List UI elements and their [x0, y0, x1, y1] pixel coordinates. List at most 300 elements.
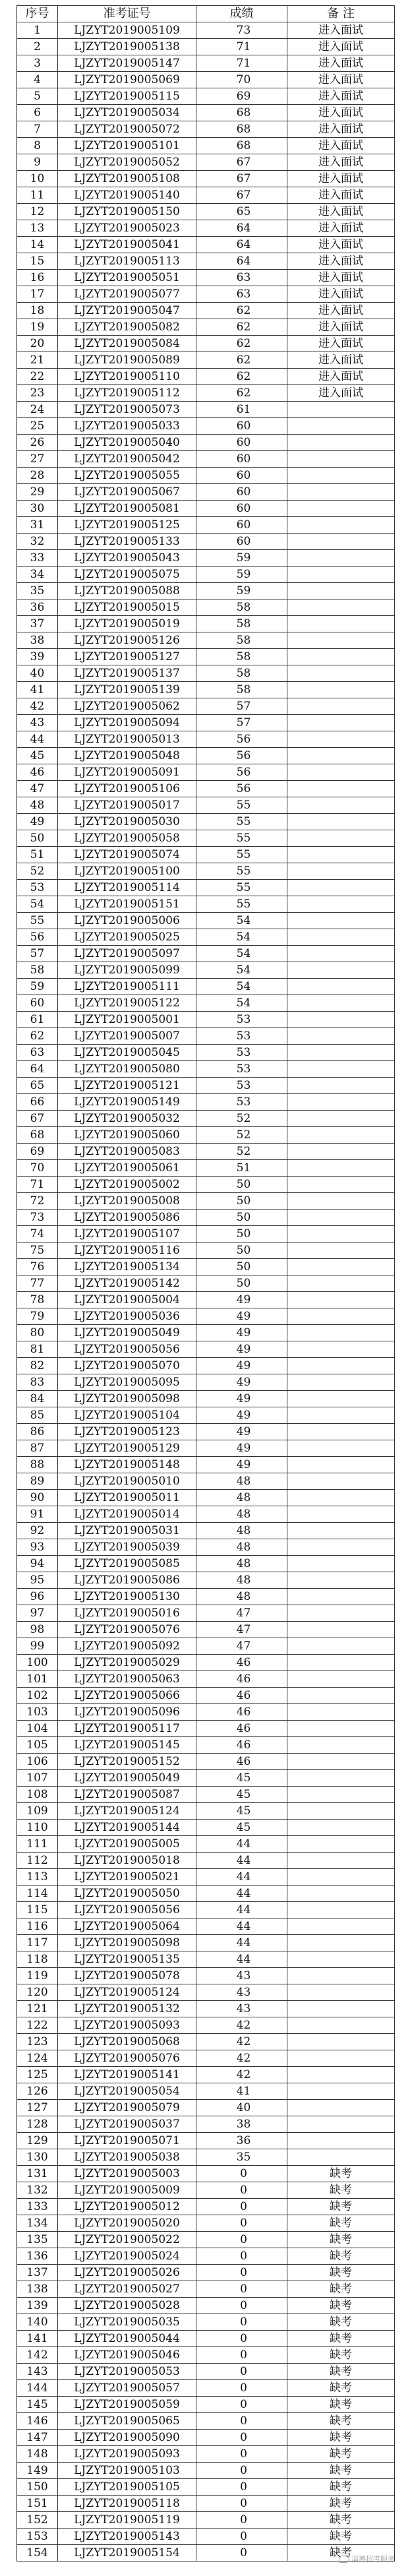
remark-cell [287, 929, 395, 946]
exam-id-cell: LJZYT2019005086 [58, 1210, 196, 1226]
exam-id-cell: LJZYT2019005043 [58, 550, 196, 567]
remark-cell [287, 418, 395, 435]
score-cell: 42 [196, 2050, 287, 2067]
exam-id-cell: LJZYT2019005004 [58, 1292, 196, 1308]
exam-id-cell: LJZYT2019005006 [58, 913, 196, 929]
score-cell: 0 [196, 2182, 287, 2199]
row-index-cell: 126 [17, 2083, 58, 2100]
remark-cell [287, 847, 395, 863]
score-cell: 53 [196, 1094, 287, 1111]
exam-id-cell: LJZYT2019005063 [58, 1671, 196, 1688]
score-cell: 48 [196, 1556, 287, 1572]
row-index-cell: 122 [17, 2017, 58, 2034]
exam-id-cell: LJZYT2019005147 [58, 55, 196, 72]
exam-id-cell: LJZYT2019005054 [58, 2083, 196, 2100]
table-row [17, 1968, 395, 1984]
remark-cell [287, 484, 395, 501]
row-index-cell: 94 [17, 1556, 58, 1572]
exam-id-cell: LJZYT2019005015 [58, 599, 196, 616]
exam-id-cell: LJZYT2019005110 [58, 369, 196, 385]
exam-id-cell: LJZYT2019005124 [58, 1803, 196, 1820]
remark-cell: 缺考 [287, 2479, 395, 2496]
remark-cell: 进入面试 [287, 385, 395, 402]
exam-id-cell: LJZYT2019005144 [58, 1820, 196, 1836]
table-row [17, 599, 395, 616]
exam-id-cell: LJZYT2019005014 [58, 1506, 196, 1523]
remark-cell [287, 1160, 395, 1177]
score-cell: 60 [196, 451, 287, 468]
table-row [17, 1144, 395, 1160]
row-index-cell: 112 [17, 1853, 58, 1869]
score-cell: 56 [196, 731, 287, 748]
table-row [17, 1210, 395, 1226]
exam-id-cell: LJZYT2019005079 [58, 2100, 196, 2116]
score-cell: 68 [196, 105, 287, 121]
remark-cell [287, 1803, 395, 1820]
score-cell: 46 [196, 1688, 287, 1704]
exam-id-cell: LJZYT2019005009 [58, 2182, 196, 2199]
table-row [17, 2050, 395, 2067]
table-row [17, 39, 395, 55]
exam-id-cell: LJZYT2019005076 [58, 1622, 196, 1638]
remark-cell [287, 1655, 395, 1671]
row-index-cell: 130 [17, 2149, 58, 2166]
exam-id-cell: LJZYT2019005085 [58, 1556, 196, 1572]
table-row [17, 253, 395, 270]
table-row [17, 1638, 395, 1655]
remark-cell [287, 1968, 395, 1984]
score-cell: 49 [196, 1358, 287, 1374]
remark-cell [287, 1111, 395, 1127]
remark-cell [287, 2017, 395, 2034]
remark-cell [287, 946, 395, 962]
table-row [17, 55, 395, 72]
exam-id-cell: LJZYT2019005065 [58, 2413, 196, 2430]
score-cell: 64 [196, 253, 287, 270]
score-cell: 49 [196, 1325, 287, 1341]
table-row [17, 698, 395, 715]
table-row [17, 1622, 395, 1638]
exam-id-cell: LJZYT2019005150 [58, 204, 196, 220]
score-cell: 0 [196, 2380, 287, 2397]
exam-id-cell: LJZYT2019005053 [58, 2364, 196, 2380]
remark-cell [287, 1061, 395, 1078]
table-row [17, 1308, 395, 1325]
table-row [17, 2017, 395, 2034]
row-index-cell: 42 [17, 698, 58, 715]
row-index-cell: 24 [17, 402, 58, 418]
score-cell: 50 [196, 1242, 287, 1259]
row-index-cell: 23 [17, 385, 58, 402]
table-row [17, 1111, 395, 1127]
score-cell: 59 [196, 583, 287, 599]
table-row [17, 2529, 395, 2545]
remark-cell: 进入面试 [287, 204, 395, 220]
table-row [17, 1984, 395, 2001]
remark-cell [287, 1242, 395, 1259]
row-index-cell: 129 [17, 2133, 58, 2149]
remark-cell: 进入面试 [287, 105, 395, 121]
row-index-cell: 29 [17, 484, 58, 501]
row-index-cell: 68 [17, 1127, 58, 1144]
score-cell: 60 [196, 484, 287, 501]
remark-cell [287, 1275, 395, 1292]
remark-cell: 缺考 [287, 2529, 395, 2545]
row-index-cell: 124 [17, 2050, 58, 2067]
row-index-cell: 88 [17, 1457, 58, 1473]
remark-cell [287, 863, 395, 880]
score-cell: 52 [196, 1111, 287, 1127]
row-index-cell: 109 [17, 1803, 58, 1820]
score-cell: 49 [196, 1424, 287, 1440]
remark-cell: 进入面试 [287, 253, 395, 270]
remark-cell [287, 583, 395, 599]
remark-cell: 缺考 [287, 2463, 395, 2479]
score-cell: 52 [196, 1127, 287, 1144]
row-index-cell: 90 [17, 1490, 58, 1506]
score-cell: 53 [196, 1078, 287, 1094]
remark-cell [287, 632, 395, 649]
remark-cell [287, 1358, 395, 1374]
row-index-cell: 91 [17, 1506, 58, 1523]
score-cell: 53 [196, 1061, 287, 1078]
score-cell: 0 [196, 2265, 287, 2281]
exam-id-cell: LJZYT2019005056 [58, 1341, 196, 1358]
score-cell: 55 [196, 830, 287, 847]
row-index-cell: 73 [17, 1210, 58, 1226]
exam-id-cell: LJZYT2019005058 [58, 830, 196, 847]
row-index-cell: 100 [17, 1655, 58, 1671]
remark-cell [287, 2050, 395, 2067]
remark-cell [287, 1853, 395, 1869]
remark-cell [287, 1638, 395, 1655]
score-cell: 58 [196, 616, 287, 632]
exam-id-cell: LJZYT2019005127 [58, 649, 196, 665]
remark-cell [287, 995, 395, 1012]
exam-id-cell: LJZYT2019005041 [58, 237, 196, 253]
remark-cell [287, 1457, 395, 1473]
remark-cell [287, 435, 395, 451]
row-index-cell: 93 [17, 1539, 58, 1556]
table-row [17, 2314, 395, 2331]
score-cell: 43 [196, 2001, 287, 2017]
score-cell: 41 [196, 2083, 287, 2100]
row-index-cell: 140 [17, 2314, 58, 2331]
remark-cell: 进入面试 [287, 270, 395, 286]
row-index-cell: 8 [17, 138, 58, 154]
exam-id-cell: LJZYT2019005064 [58, 1918, 196, 1935]
row-index-cell: 89 [17, 1473, 58, 1490]
remark-cell: 缺考 [287, 2314, 395, 2331]
table-row [17, 154, 395, 171]
exam-id-cell: LJZYT2019005069 [58, 72, 196, 88]
exam-id-cell: LJZYT2019005027 [58, 2281, 196, 2298]
exam-id-cell: LJZYT2019005076 [58, 2050, 196, 2067]
score-cell: 54 [196, 929, 287, 946]
table-row [17, 72, 395, 88]
exam-id-cell: LJZYT2019005135 [58, 1951, 196, 1968]
table-row [17, 319, 395, 336]
remark-cell [287, 1556, 395, 1572]
table-row [17, 1539, 395, 1556]
remark-cell [287, 599, 395, 616]
row-index-cell: 138 [17, 2281, 58, 2298]
exam-id-cell: LJZYT2019005145 [58, 1737, 196, 1754]
table-row [17, 2479, 395, 2496]
remark-cell: 进入面试 [287, 138, 395, 154]
table-row [17, 303, 395, 319]
table-row [17, 1803, 395, 1820]
row-index-cell: 16 [17, 270, 58, 286]
remark-cell [287, 1325, 395, 1341]
remark-cell [287, 1292, 395, 1308]
remark-cell [287, 1935, 395, 1951]
row-index-cell: 47 [17, 781, 58, 797]
remark-cell: 缺考 [287, 2496, 395, 2512]
row-index-cell: 69 [17, 1144, 58, 1160]
row-index-cell: 147 [17, 2430, 58, 2446]
remark-cell [287, 682, 395, 698]
row-index-cell: 1 [17, 22, 58, 39]
remark-cell: 进入面试 [287, 72, 395, 88]
exam-id-cell: LJZYT2019005077 [58, 286, 196, 303]
remark-cell: 进入面试 [287, 336, 395, 352]
table-row [17, 468, 395, 484]
remark-cell: 缺考 [287, 2166, 395, 2182]
row-index-cell: 123 [17, 2034, 58, 2050]
score-cell: 49 [196, 1407, 287, 1424]
remark-cell [287, 1127, 395, 1144]
row-index-cell: 31 [17, 517, 58, 534]
score-cell: 50 [196, 1193, 287, 1210]
table-row [17, 1094, 395, 1111]
row-index-cell: 145 [17, 2397, 58, 2413]
row-index-cell: 153 [17, 2529, 58, 2545]
remark-cell: 缺考 [287, 2331, 395, 2347]
table-row [17, 1721, 395, 1737]
table-row [17, 187, 395, 204]
exam-id-cell: LJZYT2019005024 [58, 2248, 196, 2265]
exam-id-cell: LJZYT2019005013 [58, 731, 196, 748]
exam-id-cell: LJZYT2019005046 [58, 2347, 196, 2364]
row-index-cell: 134 [17, 2215, 58, 2232]
score-cell: 62 [196, 336, 287, 352]
exam-id-cell: LJZYT2019005032 [58, 1111, 196, 1127]
table-row [17, 979, 395, 995]
score-cell: 46 [196, 1737, 287, 1754]
row-index-cell: 110 [17, 1820, 58, 1836]
row-index-cell: 149 [17, 2463, 58, 2479]
row-index-cell: 81 [17, 1341, 58, 1358]
remark-cell [287, 402, 395, 418]
table-row [17, 1160, 395, 1177]
exam-id-cell: LJZYT2019005088 [58, 583, 196, 599]
row-index-cell: 34 [17, 567, 58, 583]
row-index-cell: 121 [17, 2001, 58, 2017]
exam-id-cell: LJZYT2019005071 [58, 2133, 196, 2149]
row-index-cell: 146 [17, 2413, 58, 2430]
row-index-cell: 117 [17, 1935, 58, 1951]
table-row [17, 962, 395, 979]
exam-id-cell: LJZYT2019005026 [58, 2265, 196, 2281]
exam-id-cell: LJZYT2019005133 [58, 534, 196, 550]
table-row [17, 1688, 395, 1704]
exam-id-cell: LJZYT2019005028 [58, 2298, 196, 2314]
score-cell: 63 [196, 286, 287, 303]
score-cell: 43 [196, 1984, 287, 2001]
row-index-cell: 20 [17, 336, 58, 352]
table-row [17, 1506, 395, 1523]
table-row [17, 435, 395, 451]
score-cell: 61 [196, 402, 287, 418]
table-row [17, 665, 395, 682]
score-cell: 52 [196, 1144, 287, 1160]
table-row [17, 1770, 395, 1787]
score-cell: 42 [196, 2017, 287, 2034]
exam-id-cell: LJZYT2019005104 [58, 1407, 196, 1424]
table-row [17, 2083, 395, 2100]
table-row [17, 748, 395, 764]
remark-cell [287, 1308, 395, 1325]
row-index-cell: 111 [17, 1836, 58, 1853]
table-row [17, 2545, 395, 2561]
score-cell: 47 [196, 1605, 287, 1622]
remark-cell [287, 1094, 395, 1111]
remark-cell: 缺考 [287, 2413, 395, 2430]
exam-id-cell: LJZYT2019005078 [58, 1968, 196, 1984]
exam-id-cell: LJZYT2019005094 [58, 715, 196, 731]
remark-cell: 缺考 [287, 2364, 395, 2380]
remark-cell [287, 1473, 395, 1490]
row-index-cell: 133 [17, 2199, 58, 2215]
score-cell: 42 [196, 2034, 287, 2050]
row-index-cell: 107 [17, 1770, 58, 1787]
row-index-cell: 9 [17, 154, 58, 171]
exam-id-cell: LJZYT2019005141 [58, 2067, 196, 2083]
table-row [17, 1589, 395, 1605]
score-cell: 0 [196, 2215, 287, 2232]
score-cell: 48 [196, 1589, 287, 1605]
exam-id-cell: LJZYT2019005070 [58, 1358, 196, 1374]
row-index-cell: 66 [17, 1094, 58, 1111]
table-row [17, 1473, 395, 1490]
exam-id-cell: LJZYT2019005002 [58, 1177, 196, 1193]
exam-id-cell: LJZYT2019005089 [58, 352, 196, 369]
score-cell: 44 [196, 1869, 287, 1886]
table-row [17, 352, 395, 369]
exam-id-cell: LJZYT2019005116 [58, 1242, 196, 1259]
remark-cell: 进入面试 [287, 303, 395, 319]
table-row [17, 2446, 395, 2463]
remark-cell: 缺考 [287, 2281, 395, 2298]
score-cell: 46 [196, 1754, 287, 1770]
remark-cell [287, 1737, 395, 1754]
table-row [17, 2347, 395, 2364]
row-index-cell: 30 [17, 501, 58, 517]
row-index-cell: 15 [17, 253, 58, 270]
exam-id-cell: LJZYT2019005098 [58, 1935, 196, 1951]
score-cell: 0 [196, 2397, 287, 2413]
remark-cell [287, 1226, 395, 1242]
score-cell: 50 [196, 1177, 287, 1193]
row-index-cell: 128 [17, 2116, 58, 2133]
remark-cell [287, 2034, 395, 2050]
remark-cell [287, 567, 395, 583]
table-row [17, 1935, 395, 1951]
remark-cell [287, 1787, 395, 1803]
table-row [17, 880, 395, 896]
row-index-cell: 37 [17, 616, 58, 632]
score-cell: 50 [196, 1259, 287, 1275]
row-index-cell: 21 [17, 352, 58, 369]
table-row [17, 583, 395, 599]
exam-id-cell: LJZYT2019005005 [58, 1836, 196, 1853]
score-cell: 53 [196, 1028, 287, 1045]
remark-cell [287, 2133, 395, 2149]
exam-id-cell: LJZYT2019005068 [58, 2034, 196, 2050]
score-cell: 62 [196, 385, 287, 402]
exam-id-cell: LJZYT2019005117 [58, 1721, 196, 1737]
score-cell: 40 [196, 2100, 287, 2116]
row-index-cell: 127 [17, 2100, 58, 2116]
remark-cell: 进入面试 [287, 286, 395, 303]
score-cell: 56 [196, 764, 287, 781]
score-cell: 0 [196, 2364, 287, 2380]
row-index-cell: 39 [17, 649, 58, 665]
remark-cell [287, 1012, 395, 1028]
score-cell: 55 [196, 797, 287, 814]
exam-id-cell: LJZYT2019005038 [58, 2149, 196, 2166]
remark-cell [287, 1259, 395, 1275]
score-cell: 48 [196, 1572, 287, 1589]
score-cell: 58 [196, 599, 287, 616]
exam-id-cell: LJZYT2019005031 [58, 1523, 196, 1539]
row-index-cell: 18 [17, 303, 58, 319]
table-row [17, 1012, 395, 1028]
row-index-cell: 85 [17, 1407, 58, 1424]
table-row [17, 896, 395, 913]
table-row [17, 2067, 395, 2083]
table-row [17, 1886, 395, 1902]
table-row [17, 2034, 395, 2050]
remark-cell [287, 1144, 395, 1160]
row-index-cell: 52 [17, 863, 58, 880]
score-cell: 44 [196, 1886, 287, 1902]
row-index-cell: 58 [17, 962, 58, 979]
remark-cell [287, 649, 395, 665]
score-cell: 45 [196, 1787, 287, 1803]
table-row [17, 1028, 395, 1045]
remark-cell [287, 1622, 395, 1638]
score-cell: 42 [196, 2067, 287, 2083]
exam-id-cell: LJZYT2019005001 [58, 1012, 196, 1028]
exam-id-cell: LJZYT2019005061 [58, 1160, 196, 1177]
row-index-cell: 41 [17, 682, 58, 698]
table-row [17, 1292, 395, 1308]
score-cell: 49 [196, 1341, 287, 1358]
remark-cell: 进入面试 [287, 237, 395, 253]
remark-cell [287, 2067, 395, 2083]
row-index-cell: 26 [17, 435, 58, 451]
exam-id-cell: LJZYT2019005101 [58, 138, 196, 154]
remark-cell [287, 1704, 395, 1721]
row-index-cell: 27 [17, 451, 58, 468]
remark-cell: 缺考 [287, 2248, 395, 2265]
remark-cell: 缺考 [287, 2430, 395, 2446]
exam-id-cell: LJZYT2019005055 [58, 468, 196, 484]
row-index-cell: 102 [17, 1688, 58, 1704]
exam-id-cell: LJZYT2019005093 [58, 2017, 196, 2034]
